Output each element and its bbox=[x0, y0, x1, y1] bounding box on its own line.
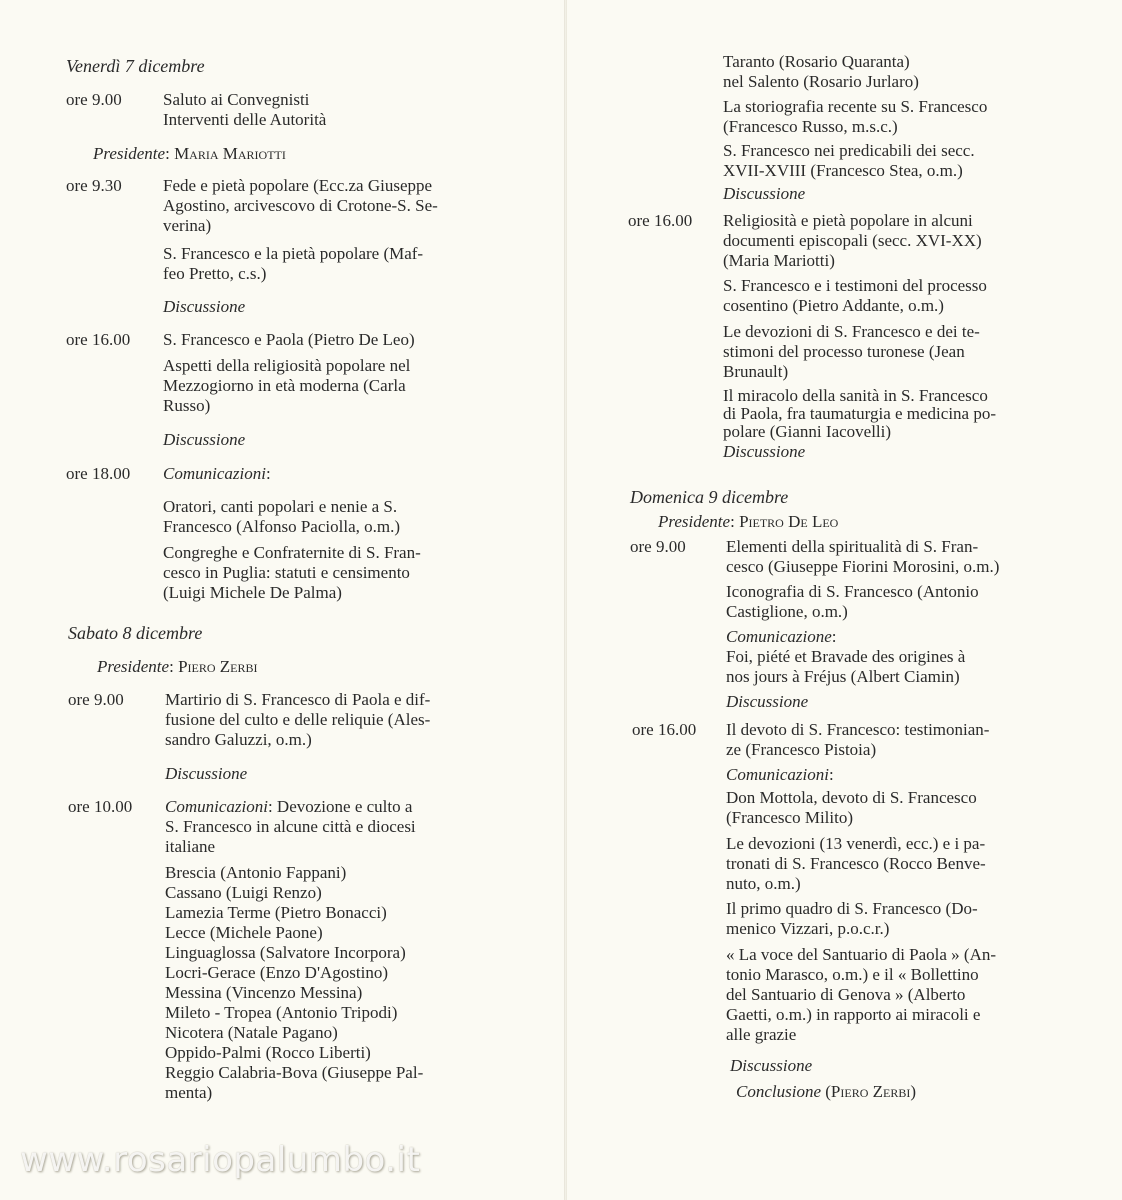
program-line: Il primo quadro di S. Francesco (Do- bbox=[726, 899, 978, 918]
discussion-label: Discussione bbox=[723, 184, 806, 203]
program-line: cesco in Puglia: statuti e censimento bbox=[163, 563, 410, 582]
program-line: Saluto ai Convegnisti bbox=[163, 90, 310, 109]
discussion-label: Discussione bbox=[163, 297, 246, 316]
program-line: tonio Marasco, o.m.) e il « Bollettino bbox=[726, 965, 979, 984]
president-line: Presidente: Maria Mariotti bbox=[93, 144, 286, 163]
day-heading-saturday: Sabato 8 dicembre bbox=[68, 623, 203, 643]
discussion-label: Discussione bbox=[165, 764, 248, 783]
program-line: cesco (Giuseppe Fiorini Morosini, o.m.) bbox=[726, 557, 1000, 576]
city-item: Mileto - Tropea (Antonio Tripodi) bbox=[165, 1003, 398, 1022]
program-line: Oratori, canti popolari e nenie a S. bbox=[163, 497, 398, 516]
program-line: Le devozioni (13 venerdì, ecc.) e i pa- bbox=[726, 834, 986, 853]
time-label: ore 10.00 bbox=[68, 797, 133, 816]
program-text: : Devozione e culto a bbox=[267, 797, 413, 816]
president-label: Presidente bbox=[658, 512, 731, 531]
program-line: Castiglione, o.m.) bbox=[726, 602, 848, 621]
program-line: alle grazie bbox=[726, 1025, 797, 1044]
communications-label: Comunicazioni bbox=[163, 464, 266, 483]
communications-label: Comunicazioni bbox=[726, 765, 829, 784]
program-line: S. Francesco in alcune città e diocesi bbox=[165, 817, 416, 836]
conclusion-label: Conclusione bbox=[736, 1082, 821, 1101]
program-line: nuto, o.m.) bbox=[726, 874, 801, 893]
program-line: fusione del culto e delle reliquie (Ales- bbox=[165, 710, 431, 729]
program-line: Mezzogiorno in età moderna (Carla bbox=[163, 376, 406, 395]
program-line: nel Salento (Rosario Jurlaro) bbox=[723, 72, 919, 91]
city-item: Reggio Calabria-Bova (Giuseppe Pal- bbox=[165, 1063, 424, 1082]
program-line: tronati di S. Francesco (Rocco Benve- bbox=[726, 854, 986, 873]
president-label: Presidente bbox=[93, 144, 166, 163]
program-line: documenti episcopali (secc. XVI-XX) bbox=[723, 231, 982, 250]
time-label: ore 9.30 bbox=[66, 176, 122, 195]
program-line: Agostino, arcivescovo di Crotone-S. Se- bbox=[163, 196, 438, 215]
program-line: Francesco (Alfonso Paciolla, o.m.) bbox=[163, 517, 400, 536]
program-line: cosentino (Pietro Addante, o.m.) bbox=[723, 296, 944, 315]
program-line: (Luigi Michele De Palma) bbox=[163, 583, 342, 602]
city-item: Linguaglossa (Salvatore Incorpora) bbox=[165, 943, 406, 962]
program-line: italiane bbox=[165, 837, 216, 856]
time-label: ore 16.00 bbox=[632, 720, 697, 739]
program-line: S. Francesco e la pietà popolare (Maf- bbox=[163, 244, 424, 263]
discussion-label: Discussione bbox=[730, 1056, 813, 1075]
time-label: ore 18.00 bbox=[66, 464, 131, 483]
program-line: Interventi delle Autorità bbox=[163, 110, 327, 129]
president-name: Maria Mariotti bbox=[174, 144, 286, 163]
program-line: Brunault) bbox=[723, 362, 789, 381]
page-fold bbox=[564, 0, 567, 1200]
day-heading-friday: Venerdì 7 dicembre bbox=[66, 56, 205, 76]
program-line bbox=[165, 797, 412, 817]
program-line: S. Francesco e i testimoni del processo bbox=[723, 276, 987, 295]
program-line: S. Francesco nei predicabili dei secc. bbox=[723, 141, 975, 160]
president-name: Piero Zerbi bbox=[178, 657, 258, 676]
program-line: (Maria Mariotti) bbox=[723, 251, 835, 270]
program-line: Iconografia di S. Francesco (Antonio bbox=[726, 582, 979, 601]
program-line: La storiografia recente su S. Francesco bbox=[723, 97, 988, 116]
program-line: feo Pretto, c.s.) bbox=[163, 264, 267, 283]
program-line: ze (Francesco Pistoia) bbox=[726, 740, 877, 759]
program-line: Aspetti della religiosità popolare nel bbox=[163, 356, 411, 375]
program-line: Don Mottola, devoto di S. Francesco bbox=[726, 788, 977, 807]
discussion-label: Discussione bbox=[163, 430, 246, 449]
city-item: Nicotera (Natale Pagano) bbox=[165, 1023, 338, 1042]
time-label: ore 9.00 bbox=[66, 90, 122, 109]
program-line: Religiosità e pietà popolare in alcuni bbox=[723, 211, 973, 230]
program-line: Foi, piété et Bravade des origines à bbox=[726, 647, 966, 666]
conclusion-line bbox=[736, 1082, 916, 1102]
program-line: Congreghe e Confraternite di S. Fran- bbox=[163, 543, 421, 562]
communications-label: Comunicazioni bbox=[165, 797, 268, 816]
program-line: di Paola, fra taumaturgia e medicina po- bbox=[723, 404, 997, 423]
city-item: Brescia (Antonio Fappani) bbox=[165, 863, 347, 882]
program-line: verina) bbox=[163, 216, 212, 235]
city-item: Cassano (Luigi Renzo) bbox=[165, 883, 322, 902]
discussion-label: Discussione bbox=[726, 692, 809, 711]
time-label: ore 9.00 bbox=[630, 537, 686, 556]
city-item: Lecce (Michele Paone) bbox=[165, 923, 323, 942]
program-line: Gaetti, o.m.) in rapporto ai miracoli e bbox=[726, 1005, 981, 1024]
program-line: nos jours à Fréjus (Albert Ciamin) bbox=[726, 667, 960, 686]
program-line: Fede e pietà popolare (Ecc.za Giuseppe bbox=[163, 176, 433, 195]
president-name: Pietro De Leo bbox=[739, 512, 839, 531]
program-line: Martirio di S. Francesco di Paola e dif- bbox=[165, 690, 431, 709]
watermark: www.rosariopalumbo.it bbox=[20, 1140, 421, 1180]
program-line: Elementi della spiritualità di S. Fran- bbox=[726, 537, 979, 556]
program-line: (Francesco Russo, m.s.c.) bbox=[723, 117, 898, 136]
discussion-label: Discussione bbox=[723, 442, 806, 461]
program-line: Comunicazioni: bbox=[726, 765, 834, 784]
president-line: Presidente: Pietro De Leo bbox=[658, 512, 839, 531]
program-line: Comunicazioni: bbox=[163, 464, 271, 483]
program-line: Taranto (Rosario Quaranta) bbox=[723, 52, 910, 71]
city-list bbox=[165, 863, 423, 1103]
program-line: polare (Gianni Iacovelli) bbox=[723, 422, 892, 441]
city-item: Lamezia Terme (Pietro Bonacci) bbox=[165, 903, 387, 922]
president-line: Presidente: Piero Zerbi bbox=[97, 657, 258, 676]
city-item: Locri-Gerace (Enzo D'Agostino) bbox=[165, 963, 389, 982]
program-line: Il devoto di S. Francesco: testimonian- bbox=[726, 720, 990, 739]
time-label: ore 16.00 bbox=[66, 330, 131, 349]
conclusion-name: (Piero Zerbi) bbox=[825, 1082, 916, 1101]
program-line: XVII-XVIII (Francesco Stea, o.m.) bbox=[723, 161, 963, 180]
day-heading-sunday: Domenica 9 dicembre bbox=[630, 487, 789, 507]
communication-label: Comunicazione bbox=[726, 627, 832, 646]
time-label: ore 16.00 bbox=[628, 211, 693, 230]
program-line: del Santuario di Genova » (Alberto bbox=[726, 985, 966, 1004]
program-line: menico Vizzari, p.o.c.r.) bbox=[726, 919, 890, 938]
program-line: (Francesco Milito) bbox=[726, 808, 853, 827]
city-item: menta) bbox=[165, 1083, 213, 1102]
city-item: Messina (Vincenzo Messina) bbox=[165, 983, 363, 1002]
program-line: S. Francesco e Paola (Pietro De Leo) bbox=[163, 330, 415, 349]
program-line: Comunicazione: bbox=[726, 627, 837, 646]
president-label: Presidente bbox=[97, 657, 170, 676]
program-line: Le devozioni di S. Francesco e dei te- bbox=[723, 322, 980, 341]
program-line: Russo) bbox=[163, 396, 211, 415]
program-line: Il miracolo della sanità in S. Francesco bbox=[723, 386, 988, 405]
program-line: stimoni del processo turonese (Jean bbox=[723, 342, 965, 361]
city-item: Oppido-Palmi (Rocco Liberti) bbox=[165, 1043, 371, 1062]
time-label: ore 9.00 bbox=[68, 690, 124, 709]
program-line: « La voce del Santuario di Paola » (An- bbox=[726, 945, 997, 964]
program-line: sandro Galuzzi, o.m.) bbox=[165, 730, 312, 749]
